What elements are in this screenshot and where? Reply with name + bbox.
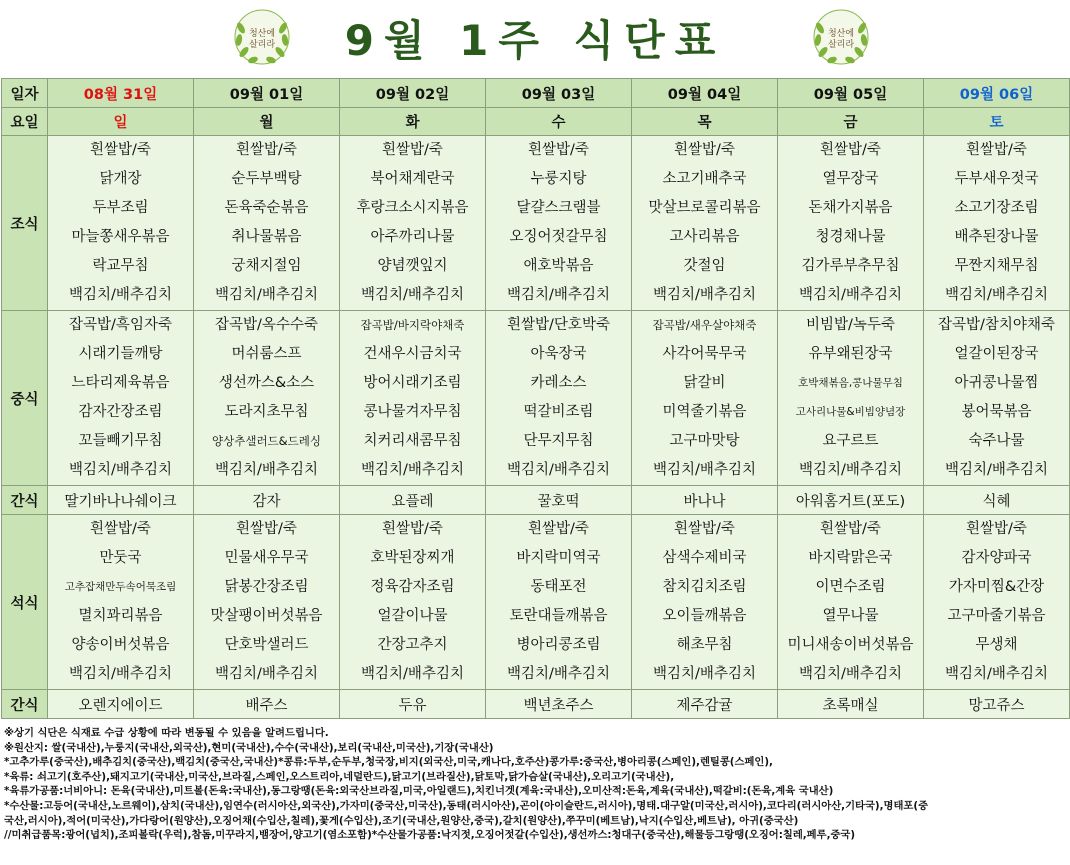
menu-item: 가자미찜&간장 bbox=[948, 579, 1045, 595]
menu-item: 삼색수제비국 bbox=[662, 550, 747, 566]
menu-item: 콩나물겨자무침 bbox=[363, 404, 462, 420]
menu-item: 백김치/배추김치 bbox=[507, 287, 610, 303]
menu-item: 후랑크소시지볶음 bbox=[356, 200, 469, 216]
date-row bbox=[2, 79, 1070, 108]
menu-item: 취나물볶음 bbox=[231, 229, 302, 245]
menu-item: 백김치/배추김치 bbox=[945, 666, 1048, 682]
menu-item: 동태포전 bbox=[530, 579, 587, 595]
menu-item: 흰쌀밥/죽 bbox=[528, 521, 589, 537]
snack2-row bbox=[2, 690, 1070, 719]
snack-cell: 식혜 bbox=[924, 486, 1070, 515]
menu-item: 소고기장조림 bbox=[954, 200, 1039, 216]
lunch-cell bbox=[340, 311, 486, 486]
menu-item: 갓절임 bbox=[683, 258, 726, 274]
date-cell: 09월 05일 bbox=[778, 79, 924, 108]
menu-item: 비빔밥/녹두죽 bbox=[806, 317, 895, 333]
day-cell: 일 bbox=[48, 108, 194, 136]
menu-item: 돈육죽순볶음 bbox=[224, 200, 309, 216]
menu-item: 아욱장국 bbox=[530, 346, 587, 362]
menu-item: 맛살브로콜리볶음 bbox=[648, 200, 761, 216]
menu-item: 무생채 bbox=[975, 637, 1018, 653]
menu-item: 흰쌀밥/죽 bbox=[966, 142, 1027, 158]
note-line: *육류가공품:너비아니: 돈육(국내산),미트볼(돈육:국내산),동그랑땡(돈육:외국산브라질,미국,아일랜드),치킨너겟(계육:국내산),오미산적:돈육,계육(국내산),떡갈비:(돈육,계육 국내산) bbox=[4, 785, 834, 798]
menu-item: 호박채볶음,콩나물무침 bbox=[798, 377, 903, 389]
breakfast-cell bbox=[340, 136, 486, 311]
menu-item: 백김치/배추김치 bbox=[507, 666, 610, 682]
menu-item: 정육감자조림 bbox=[370, 579, 455, 595]
breakfast-cell bbox=[924, 136, 1070, 311]
snack-cell: 요플레 bbox=[340, 486, 486, 515]
menu-item: 잡곡밥/옥수수죽 bbox=[215, 317, 318, 333]
menu-item: 시래기들깨탕 bbox=[78, 346, 163, 362]
menu-item: 단호박샐러드 bbox=[224, 637, 309, 653]
menu-item: 숙주나물 bbox=[968, 433, 1025, 449]
note-line: *고추가루(중국산),배추김치(중국산),백김치(중국산,국내산)*콩류:두부,순두부,청국장,비지(외국산,미국,캐나다,호주산)콩가루:중국산,병아리콩(스페인),렌틸콩(스페인), bbox=[4, 756, 773, 769]
snack-cell: 바나나 bbox=[632, 486, 778, 515]
lunch-cell bbox=[48, 311, 194, 486]
menu-item: 흰쌀밥/죽 bbox=[90, 142, 151, 158]
menu-item: 닭봉간장조림 bbox=[224, 579, 309, 595]
menu-item: 느타리제육볶음 bbox=[71, 375, 170, 391]
menu-item: 고구마줄기볶음 bbox=[947, 608, 1046, 624]
row-label: 간식 bbox=[2, 690, 48, 719]
menu-item: 백김치/배추김치 bbox=[507, 462, 610, 478]
menu-item: 백김치/배추김치 bbox=[653, 462, 756, 478]
snack-cell: 망고쥬스 bbox=[924, 690, 1070, 719]
menu-item: 흰쌀밥/죽 bbox=[236, 142, 297, 158]
menu-item: 백김치/배추김치 bbox=[215, 666, 318, 682]
menu-item: 잡곡밥/참치야채죽 bbox=[938, 317, 1055, 333]
menu-item: 카레소스 bbox=[530, 375, 587, 391]
menu-item: 양송이버섯볶음 bbox=[71, 637, 170, 653]
date-cell: 09월 04일 bbox=[632, 79, 778, 108]
lunch-cell bbox=[778, 311, 924, 486]
snack-cell: 백년초주스 bbox=[486, 690, 632, 719]
note-line: *육류: 쇠고기(호주산),돼지고기(국내산,미국산,브라질,스페인,오스트리아,네덜란드),닭고기(브라질산),닭토막,닭가슴살(국내산),오리고기(국내산), bbox=[4, 770, 675, 783]
note-line: 국산,러시아),적어(미국산),가다랑어(원양산),오징어채(수입산,칠레),꽃게(수입산),조기(국내산,원양산,중국),갈치(원양산),쭈꾸미(베트남),낙지(수입산,베트남), 아귀(중국산) bbox=[4, 814, 799, 827]
menu-item: 열무나물 bbox=[822, 608, 879, 624]
menu-item: 백김치/배추김치 bbox=[361, 462, 464, 478]
date-cell: 09월 02일 bbox=[340, 79, 486, 108]
row-label: 중식 bbox=[2, 311, 48, 486]
menu-item: 치커리새콤무침 bbox=[363, 433, 462, 449]
menu-item: 아귀콩나물찜 bbox=[954, 375, 1039, 391]
menu-item: 양념깻잎지 bbox=[377, 258, 448, 274]
menu-item: 흰쌀밥/죽 bbox=[90, 521, 151, 537]
date-cell: 09월 06일 bbox=[924, 79, 1070, 108]
menu-item: 백김치/배추김치 bbox=[799, 462, 902, 478]
menu-item: 배추된장나물 bbox=[954, 229, 1039, 245]
menu-item: 닭개장 bbox=[99, 171, 142, 187]
menu-item: 유부왜된장국 bbox=[808, 346, 893, 362]
menu-item: 생선까스&소스 bbox=[218, 375, 315, 391]
breakfast-row bbox=[2, 136, 1070, 311]
dinner-cell bbox=[48, 515, 194, 690]
menu-item: 떡갈비조림 bbox=[523, 404, 594, 420]
dinner-cell bbox=[778, 515, 924, 690]
dinner-cell bbox=[486, 515, 632, 690]
menu-item: 해초무침 bbox=[676, 637, 733, 653]
menu-item: 멸치꽈리볶음 bbox=[78, 608, 163, 624]
logo-icon bbox=[812, 8, 870, 66]
dinner-cell bbox=[194, 515, 340, 690]
menu-item: 락교무침 bbox=[92, 258, 149, 274]
lunch-cell bbox=[632, 311, 778, 486]
header bbox=[0, 0, 1070, 78]
menu-item: 백김치/배추김치 bbox=[945, 287, 1048, 303]
day-cell: 토 bbox=[924, 108, 1070, 136]
day-cell: 화 bbox=[340, 108, 486, 136]
menu-item: 궁채지절임 bbox=[231, 258, 302, 274]
lunch-row bbox=[2, 311, 1070, 486]
menu-item: 바지락미역국 bbox=[516, 550, 601, 566]
menu-item: 아주까리나물 bbox=[370, 229, 455, 245]
date-cell: 08월 31일 bbox=[48, 79, 194, 108]
snack-cell: 아워홈거트(포도) bbox=[778, 486, 924, 515]
svg-text:청산에: 청산에 bbox=[827, 29, 855, 39]
menu-item: 백김치/배추김치 bbox=[799, 666, 902, 682]
menu-item: 방어시래기조림 bbox=[363, 375, 462, 391]
breakfast-cell bbox=[632, 136, 778, 311]
menu-item: 백김치/배추김치 bbox=[653, 666, 756, 682]
menu-item: 꼬들빼기무침 bbox=[78, 433, 163, 449]
menu-item: 누룽지탕 bbox=[530, 171, 587, 187]
snack-cell: 오렌지에이드 bbox=[48, 690, 194, 719]
menu-item: 백김치/배추김치 bbox=[215, 462, 318, 478]
menu-item: 흰쌀밥/단호박죽 bbox=[507, 317, 610, 333]
menu-item: 백김치/배추김치 bbox=[945, 462, 1048, 478]
menu-item: 맛살팽이버섯볶음 bbox=[210, 608, 323, 624]
menu-item: 미역줄기볶음 bbox=[662, 404, 747, 420]
note-line: ※원산지: 쌀(국내산),누룽지(국내산,외국산),현미(국내산),수수(국내산),보리(국내산,미국산),기장(국내산) bbox=[4, 741, 494, 754]
dinner-cell bbox=[632, 515, 778, 690]
menu-item: 잡곡밥/흑임자죽 bbox=[69, 317, 172, 333]
dinner-row bbox=[2, 515, 1070, 690]
menu-item: 단무지무침 bbox=[523, 433, 594, 449]
snack-cell: 딸기바나나쉐이크 bbox=[48, 486, 194, 515]
dinner-cell bbox=[924, 515, 1070, 690]
day-row bbox=[2, 108, 1070, 136]
snack-cell: 감자 bbox=[194, 486, 340, 515]
menu-item: 오징어젓갈무침 bbox=[509, 229, 608, 245]
menu-item: 마늘쫑새우볶음 bbox=[71, 229, 170, 245]
breakfast-cell bbox=[486, 136, 632, 311]
day-cell: 월 bbox=[194, 108, 340, 136]
menu-item: 흰쌀밥/죽 bbox=[674, 521, 735, 537]
day-cell: 수 bbox=[486, 108, 632, 136]
breakfast-cell bbox=[778, 136, 924, 311]
menu-item: 이면수조림 bbox=[815, 579, 886, 595]
menu-item: 고사리볶음 bbox=[669, 229, 740, 245]
menu-item: 얼갈이나물 bbox=[377, 608, 448, 624]
svg-text:청산에: 청산에 bbox=[248, 29, 276, 39]
dinner-cell bbox=[340, 515, 486, 690]
lunch-cell bbox=[924, 311, 1070, 486]
date-cell: 09월 03일 bbox=[486, 79, 632, 108]
menu-item: 감자간장조림 bbox=[78, 404, 163, 420]
snack-cell: 초록매실 bbox=[778, 690, 924, 719]
date-cell: 09월 01일 bbox=[194, 79, 340, 108]
menu-item: 백김치/배추김치 bbox=[215, 287, 318, 303]
menu-item: 소고기배추국 bbox=[662, 171, 747, 187]
menu-item: 양상추샐러드&드레싱 bbox=[212, 434, 321, 448]
menu-item: 북어채계란국 bbox=[370, 171, 455, 187]
menu-item: 흰쌀밥/죽 bbox=[528, 142, 589, 158]
snack-cell: 배주스 bbox=[194, 690, 340, 719]
page-title: 9월 1주 식단표 bbox=[344, 16, 726, 65]
menu-item: 애호박볶음 bbox=[523, 258, 594, 274]
menu-item: 머쉬룸스프 bbox=[231, 346, 302, 362]
menu-item: 백김치/배추김치 bbox=[361, 287, 464, 303]
menu-item: 민물새우무국 bbox=[224, 550, 309, 566]
menu-item: 김가루부추무침 bbox=[801, 258, 900, 274]
row-label: 석식 bbox=[2, 515, 48, 690]
menu-item: 잡곡밥/새우살야채죽 bbox=[652, 318, 757, 332]
menu-item: 간장고추지 bbox=[377, 637, 448, 653]
menu-item: 고사리나물&비빔양념장 bbox=[795, 406, 906, 418]
menu-item: 백김치/배추김치 bbox=[69, 666, 172, 682]
note-line: //미취급품목:광어(넙치),조피볼락(우럭),참돔,미꾸라지,뱀장어,양고기(염소포함)*수산물가공품:낙지젓,오징어젓갈(수입산),생선까스:청대구(중국산),해물등그랑땡(오징어:칠레,페루,중국) bbox=[4, 829, 856, 842]
menu-item: 청경채나물 bbox=[815, 229, 886, 245]
menu-item: 고추잡채만두속어묵조림 bbox=[64, 581, 177, 593]
menu-item: 흰쌀밥/죽 bbox=[820, 521, 881, 537]
menu-item: 참치김치조림 bbox=[662, 579, 747, 595]
menu-item: 봉어묵볶음 bbox=[961, 404, 1032, 420]
svg-text:살리라: 살리라 bbox=[827, 40, 855, 50]
lunch-cell bbox=[194, 311, 340, 486]
note-line: ※상기 식단은 식재료 수급 상황에 따라 변동될 수 있음을 알려드립니다. bbox=[4, 727, 329, 739]
menu-item: 백김치/배추김치 bbox=[653, 287, 756, 303]
menu-item: 바지락맑은국 bbox=[808, 550, 893, 566]
note-line: *수산물:고등어(국내산,노르웨이),삼치(국내산),임연수(러시아산,외국산),가자미(중국산,미국산),동태(러시아산),곤이(아이슬란드,러시아),명태.대구알(미국산,러시아),코다리(러시아산,기타국),명태포(중 bbox=[4, 799, 929, 812]
menu-item: 흰쌀밥/죽 bbox=[820, 142, 881, 158]
menu-item: 백김치/배추김치 bbox=[799, 287, 902, 303]
menu-item: 미니새송이버섯볶음 bbox=[787, 637, 914, 653]
menu-item: 요구르트 bbox=[822, 433, 879, 449]
menu-item: 돈채가지볶음 bbox=[808, 200, 893, 216]
menu-item: 고구마맛탕 bbox=[669, 433, 740, 449]
breakfast-cell bbox=[194, 136, 340, 311]
day-cell: 목 bbox=[632, 108, 778, 136]
menu-item: 무짠지채무침 bbox=[954, 258, 1039, 274]
row-label: 간식 bbox=[2, 486, 48, 515]
snack1-row bbox=[2, 486, 1070, 515]
menu-item: 호박된장찌개 bbox=[370, 550, 455, 566]
menu-item: 흰쌀밥/죽 bbox=[382, 521, 443, 537]
row-label: 조식 bbox=[2, 136, 48, 311]
menu-item: 백김치/배추김치 bbox=[69, 462, 172, 478]
row-label: 일자 bbox=[2, 79, 48, 108]
row-label: 요일 bbox=[2, 108, 48, 136]
menu-item: 흰쌀밥/죽 bbox=[966, 521, 1027, 537]
snack-cell: 꿀호떡 bbox=[486, 486, 632, 515]
menu-item: 토란대들깨볶음 bbox=[509, 608, 608, 624]
breakfast-cell bbox=[48, 136, 194, 311]
menu-item: 달걀스크램블 bbox=[516, 200, 601, 216]
menu-item: 백김치/배추김치 bbox=[69, 287, 172, 303]
menu-item: 오이들깨볶음 bbox=[662, 608, 747, 624]
menu-item: 흰쌀밥/죽 bbox=[382, 142, 443, 158]
lunch-cell bbox=[486, 311, 632, 486]
menu-item: 두부새우젓국 bbox=[954, 171, 1039, 187]
menu-item: 열무장국 bbox=[822, 171, 879, 187]
meal-table bbox=[1, 78, 1070, 719]
menu-item: 감자양파국 bbox=[961, 550, 1032, 566]
menu-item: 얼갈이된장국 bbox=[954, 346, 1039, 362]
menu-item: 닭갈비 bbox=[683, 375, 726, 391]
menu-item: 병아리콩조림 bbox=[516, 637, 601, 653]
menu-item: 흰쌀밥/죽 bbox=[236, 521, 297, 537]
menu-item: 흰쌀밥/죽 bbox=[674, 142, 735, 158]
snack-cell: 두유 bbox=[340, 690, 486, 719]
menu-item: 사각어묵무국 bbox=[662, 346, 747, 362]
menu-item: 백김치/배추김치 bbox=[361, 666, 464, 682]
menu-item: 건새우시금치국 bbox=[363, 346, 462, 362]
menu-item: 도라지초무침 bbox=[224, 404, 309, 420]
snack-cell: 제주감귤 bbox=[632, 690, 778, 719]
notes bbox=[4, 726, 1066, 843]
menu-item: 순두부백탕 bbox=[231, 171, 302, 187]
menu-item: 잡곡밥/바지락야채죽 bbox=[360, 318, 465, 332]
day-cell: 금 bbox=[778, 108, 924, 136]
svg-text:살리라: 살리라 bbox=[248, 40, 276, 50]
menu-item: 두부조림 bbox=[92, 200, 149, 216]
menu-item: 만둣국 bbox=[99, 550, 142, 566]
